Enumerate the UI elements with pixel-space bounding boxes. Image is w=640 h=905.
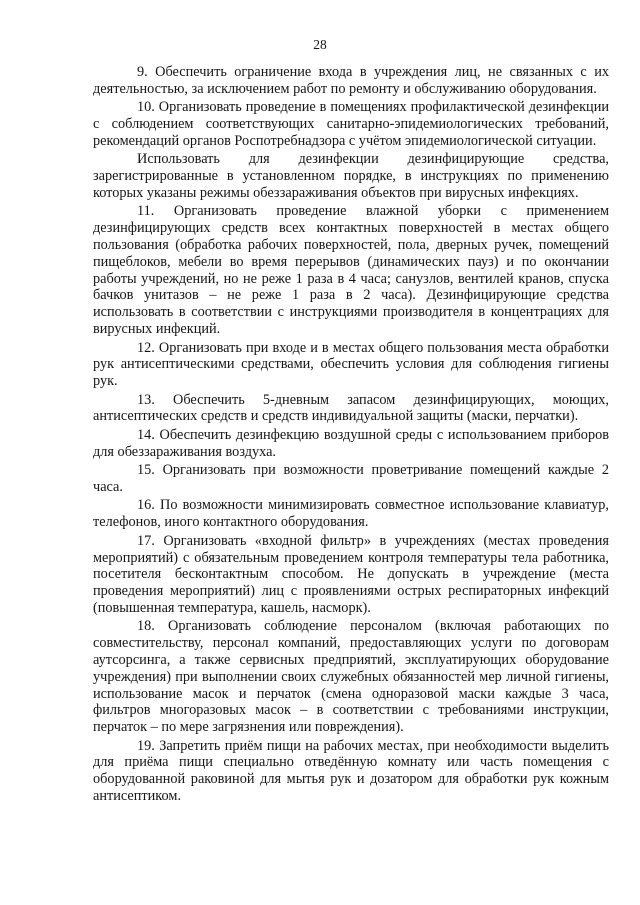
paragraph-item-14: 14. Обеспечить дезинфекцию воздушной среды с использованием приборов для обеззараживания воздуха. bbox=[93, 426, 609, 460]
paragraph-item-11: 11. Организовать проведение влажной уборки с применением дезинфицирующих средств всех контактных поверхностей в местах общего пользования (обработка рабочих поверхностей, пола, дверных ручек, помещений пищеблоков, мебели во время перерывов (динамических пауз) и по окончании работы учреждений, но не реже 1 раза в 4 часа; санузлов, вентилей кранов, спуска бачков унитазов – не реже 1 раза в 2 часа). Дезинфицирующие средства использовать в соответствии с инструкциями производителя в концентрациях для вирусных инфекций. bbox=[93, 203, 609, 338]
paragraph-item-10: 10. Организовать проведение в помещениях профилактической дезинфекции с соблюдением соответствующих санитарно-эпидемиологических требований, рекомендаций органов Роспотребнадзора с учётом эпидемиологической ситуации. bbox=[93, 99, 609, 149]
paragraph-item-12: 12. Организовать при входе и в местах общего пользования места обработки рук антисептическими средствами, обеспечить условия для соблюдения гигиены рук. bbox=[93, 339, 609, 390]
page-number: 28 bbox=[313, 37, 327, 52]
paragraph-item-16: 16. По возможности минимизировать совместное использование клавиатур, телефонов, иного контактного оборудования. bbox=[93, 497, 609, 531]
paragraph-disinfectants: Использовать для дезинфекции дезинфицирующие средства, зарегистрированные в установленном порядке, в инструкциях по применению которых указаны режимы обеззараживания объектов при вирусных инфекциях. bbox=[93, 151, 609, 201]
paragraph-item-15: 15. Организовать при возможности проветривание помещений каждые 2 часа. bbox=[93, 462, 609, 495]
paragraph-item-19: 19. Запретить приём пищи на рабочих местах, при необходимости выделить для приёма пищи специально отведённую комнату или часть помещения с оборудованной раковиной для мытья рук и дозатором для обработки рук кожным антисептиком. bbox=[93, 737, 609, 805]
paragraph-item-17: 17. Организовать «входной фильтр» в учреждениях (местах проведения мероприятий) с обязательным проведением контроля температуры тела работника, посетителя бесконтактным способом. Не допускать в учреждение (места проведения мероприятий) лиц с проявлениями острых респираторных инфекций (повышенная температура, кашель, насморк). bbox=[93, 532, 609, 616]
document-body bbox=[93, 64, 609, 807]
paragraph-item-13: 13. Обеспечить 5-дневным запасом дезинфицирующих, моющих, антисептических средств и средств индивидуальной защиты (маски, перчатки). bbox=[93, 391, 609, 425]
paragraph-item-9: 9. Обеспечить ограничение входа в учреждения лиц, не связанных с их деятельностью, за исключением работ по ремонту и обслуживанию оборудования. bbox=[93, 64, 609, 97]
paragraph-item-18: 18. Организовать соблюдение персоналом (включая работающих по совместительству, персонал компаний, предоставляющих услуги по договорам аутсорсинга, а также сервисных предприятий, эксплуатирующих оборудование учреждения) при выполнении своих служебных обязанностей мер личной гигиены, использование масок и перчаток (смена одноразовой маски каждые 3 часа, фильтров многоразовых масок – в соответствии с требованиями инструкции, перчаток – по мере загрязнения или повреждения). bbox=[93, 618, 609, 736]
